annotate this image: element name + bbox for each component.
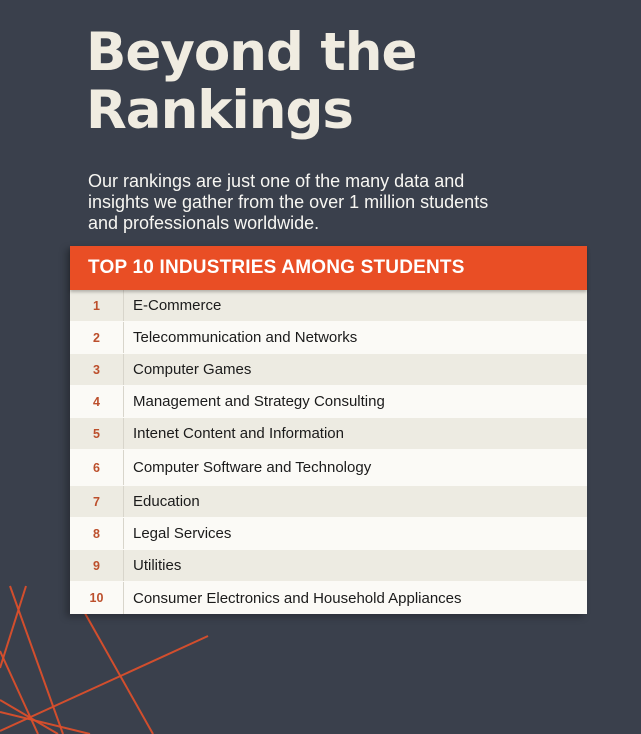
- table-row: [70, 322, 587, 354]
- rank-number: 6: [93, 460, 100, 475]
- rank-number: 10: [89, 591, 104, 605]
- rank-number: 3: [93, 362, 100, 377]
- table-row: [70, 486, 587, 518]
- rank-number: 5: [93, 426, 100, 441]
- page-title-line-1: Beyond the: [86, 22, 417, 83]
- rank-number: 4: [93, 394, 100, 409]
- rank-number: 9: [93, 558, 100, 573]
- industry-name: Consumer Electronics and Household Appliances: [123, 582, 587, 614]
- table-row: [70, 550, 587, 582]
- rank-number: 8: [93, 526, 100, 541]
- industry-name: Computer Games: [123, 354, 587, 385]
- industry-name: Intenet Content and Information: [123, 418, 587, 449]
- industry-name: Telecommunication and Networks: [123, 322, 587, 353]
- industry-name: Computer Software and Technology: [123, 450, 587, 485]
- industry-name: Legal Services: [123, 518, 587, 549]
- table-row: [70, 354, 587, 386]
- industries-table: [70, 246, 587, 614]
- table-row: [70, 386, 587, 418]
- industry-name: E-Commerce: [123, 290, 587, 321]
- subtitle-line: and professionals worldwide.: [88, 213, 320, 233]
- rank-number: 1: [93, 298, 100, 313]
- industry-name: Utilities: [123, 550, 587, 581]
- subtitle-line: insights we gather from the over 1 million students: [88, 192, 489, 212]
- table-row: [70, 290, 587, 322]
- industry-name: Education: [123, 486, 587, 517]
- table-row: [70, 582, 587, 614]
- page-title: [86, 24, 416, 140]
- table-header: [70, 246, 587, 290]
- rank-number: 7: [93, 494, 100, 509]
- page-title-line-2: Rankings: [86, 80, 353, 141]
- rank-number: 2: [93, 330, 100, 345]
- table-row: [70, 418, 587, 450]
- table-body: [70, 290, 587, 614]
- industry-name: Management and Strategy Consulting: [123, 386, 587, 417]
- table-row: [70, 450, 587, 486]
- page-subtitle: [88, 171, 488, 234]
- table-header-title: TOP 10 INDUSTRIES AMONG STUDENTS: [88, 257, 465, 278]
- subtitle-line: Our rankings are just one of the many data and: [88, 171, 465, 191]
- table-row: [70, 518, 587, 550]
